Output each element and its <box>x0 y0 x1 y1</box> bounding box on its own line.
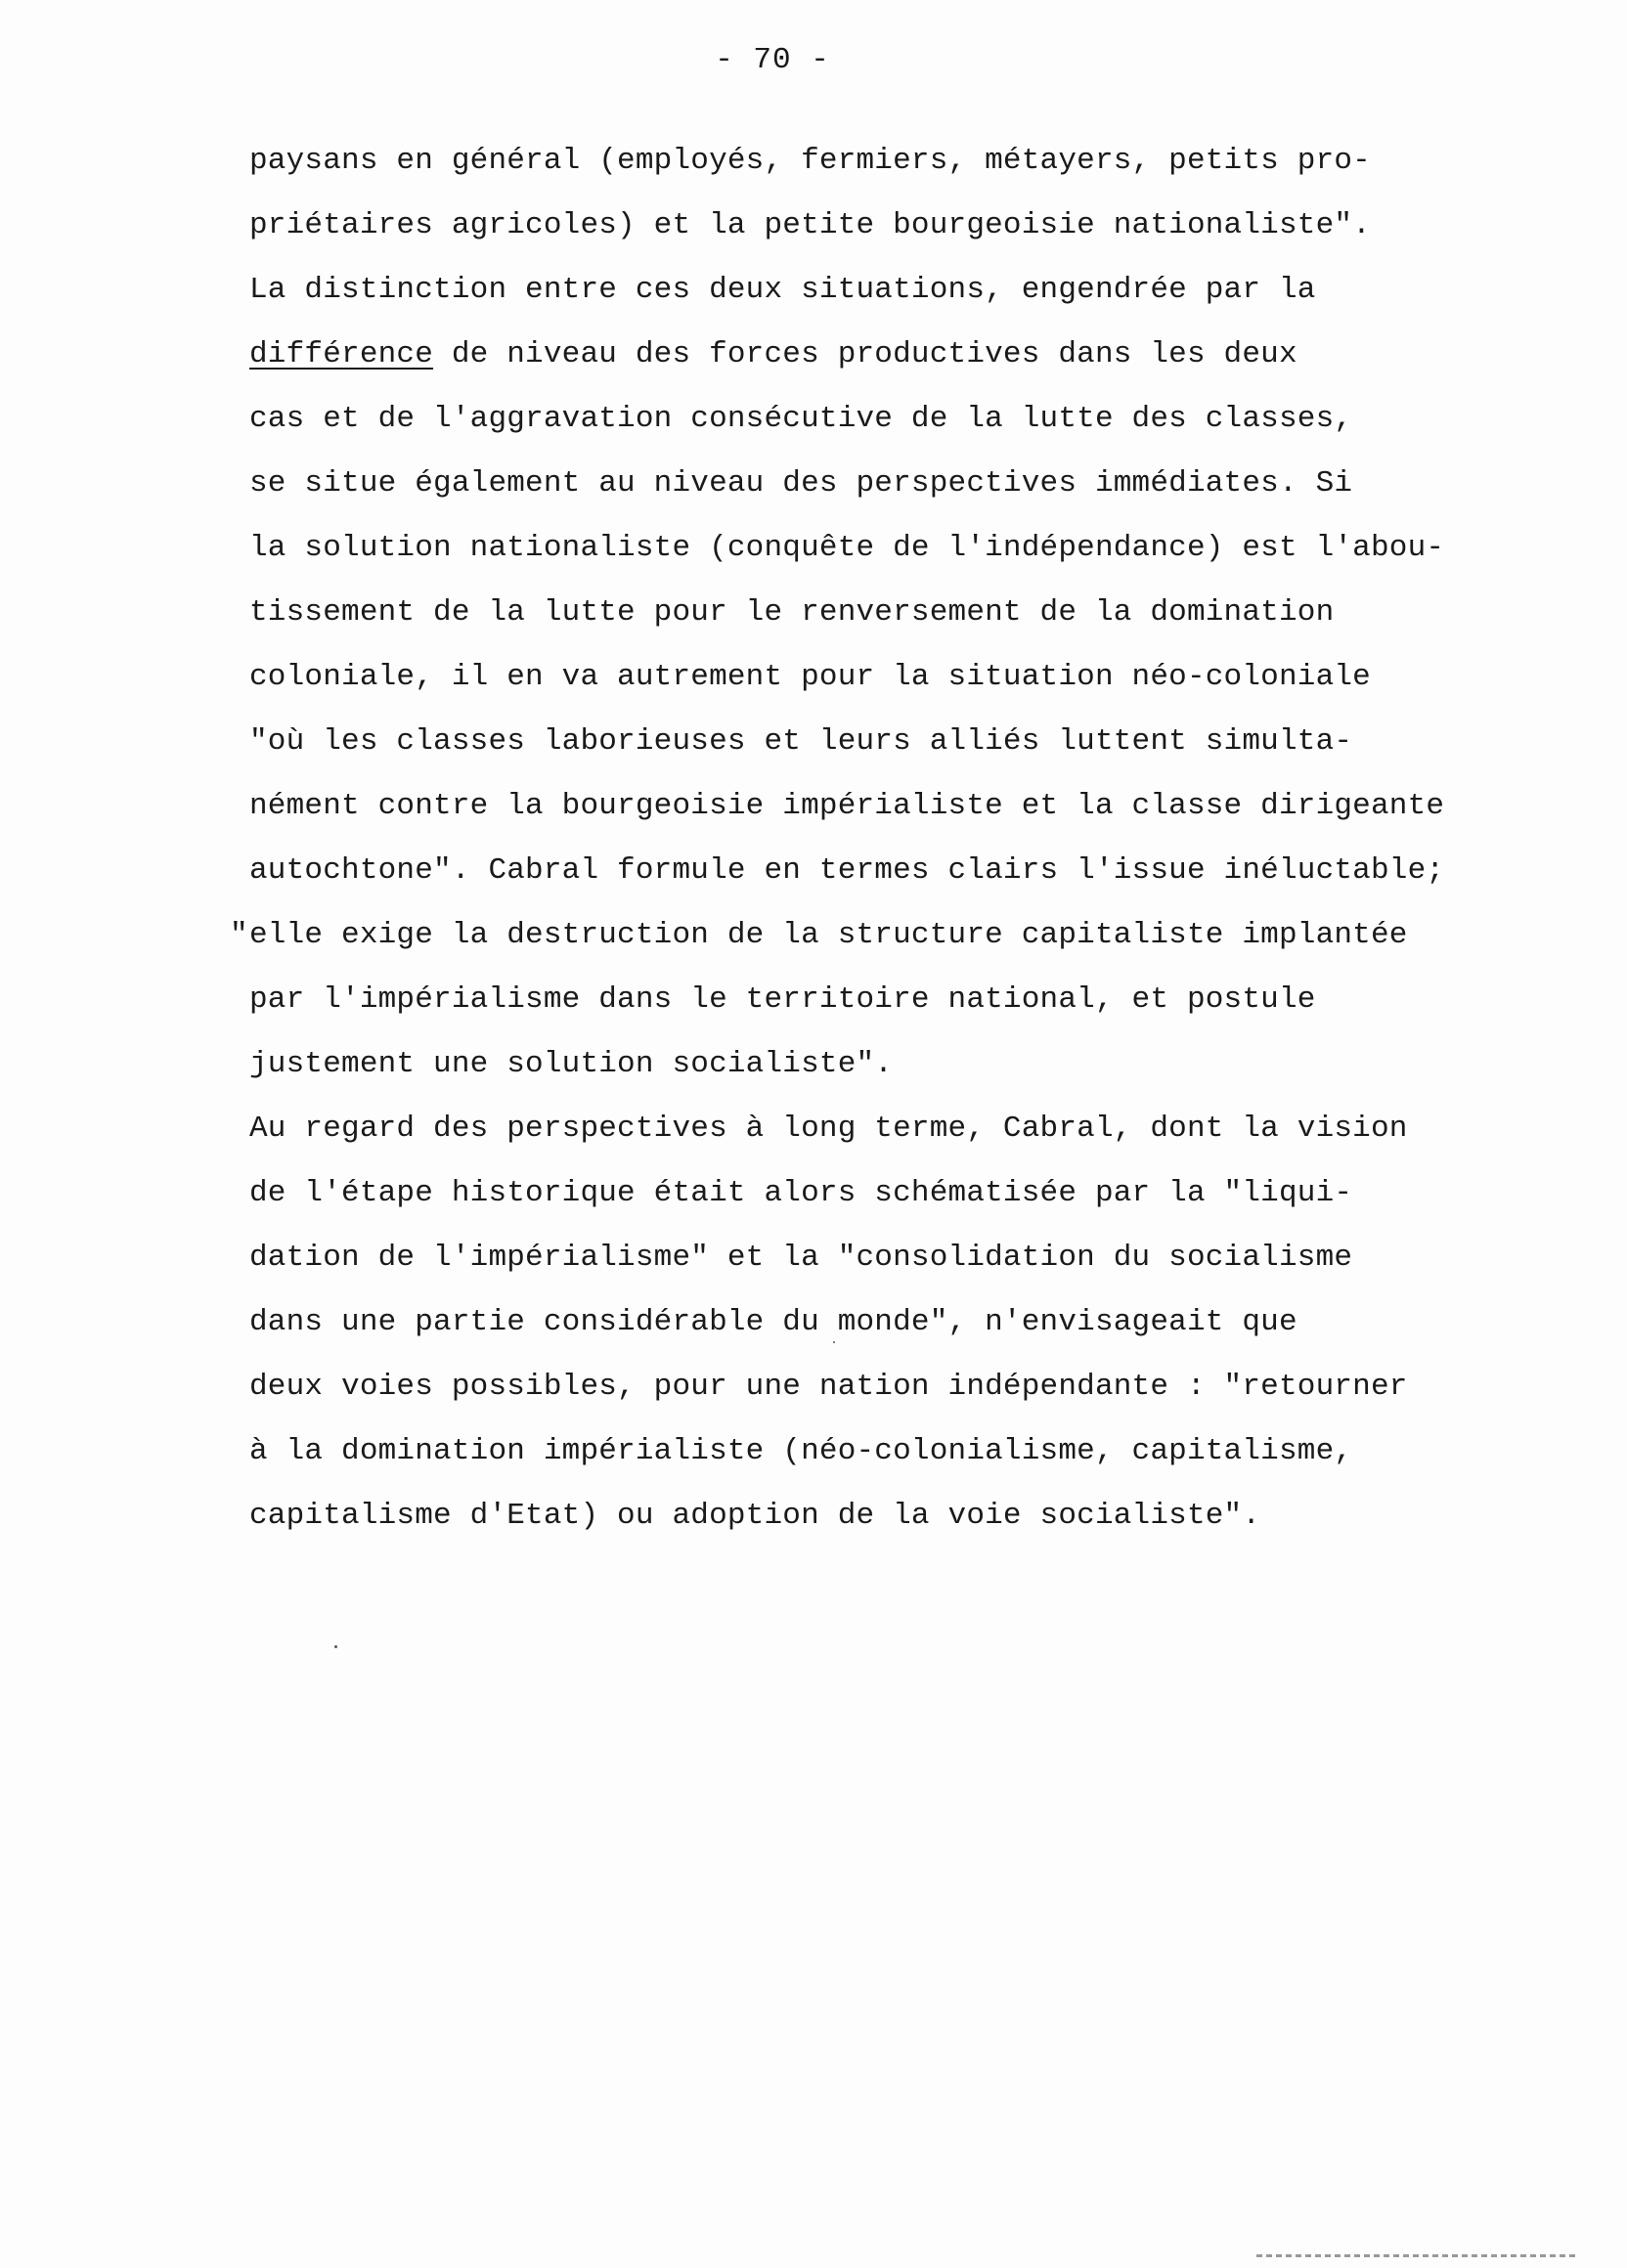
text-line: de l'étape historique était alors schématisée par la "liqui- <box>249 1176 1353 1210</box>
text-line: dans une partie considérable du monde", n'envisageait que <box>249 1305 1297 1339</box>
text-line: justement une solution socialiste". <box>249 1047 894 1081</box>
text-line: nément contre la bourgeoisie impérialiste et la classe dirigeante <box>249 789 1445 823</box>
scan-speck <box>334 1645 337 1648</box>
text-fragment: elle exige la destruction de la structure capitaliste implantée <box>249 918 1408 952</box>
text-line: priétaires agricoles) et la petite bourgeoisie nationaliste". <box>249 208 1371 242</box>
scan-speck <box>833 1341 835 1343</box>
text-line <box>230 909 1579 974</box>
underlined-word: différence <box>249 337 434 371</box>
text-line: capitalisme d'Etat) ou adoption de la voie socialiste". <box>249 1499 1261 1533</box>
text-line: tissement de la lutte pour le renversement de la domination <box>249 595 1335 630</box>
text-line: cas et de l'aggravation consécutive de la lutte des classes, <box>249 402 1353 436</box>
text-line: paysans en général (employés, fermiers, métayers, petits pro- <box>249 144 1371 178</box>
text-line: coloniale, il en va autrement pour la situation néo-coloniale <box>249 660 1371 694</box>
text-line: dation de l'impérialisme" et la "consolidation du socialisme <box>249 1241 1353 1275</box>
text-line: à la domination impérialiste (néo-colonialisme, capitalisme, <box>249 1434 1353 1468</box>
body-text <box>230 135 1579 1554</box>
text-line: par l'impérialisme dans le territoire national, et postule <box>249 982 1316 1017</box>
text-line: La distinction entre ces deux situations, engendrée par la <box>249 273 1316 307</box>
text-line: se situe également au niveau des perspectives immédiates. Si <box>249 466 1353 501</box>
page-number: - 70 - <box>715 43 830 77</box>
text-fragment: de niveau des forces productives dans les deux <box>433 337 1297 371</box>
opening-quote: " <box>230 918 248 952</box>
text-line <box>249 328 1579 393</box>
footer-scan-mark <box>1256 2254 1579 2257</box>
text-line: la solution nationaliste (conquête de l'indépendance) est l'abou- <box>249 531 1445 565</box>
text-line: autochtone". Cabral formule en termes clairs l'issue inéluctable; <box>249 853 1445 888</box>
text-line: Au regard des perspectives à long terme, Cabral, dont la vision <box>249 1112 1408 1146</box>
text-line: deux voies possibles, pour une nation indépendante : "retourner <box>249 1370 1408 1404</box>
text-line: "où les classes laborieuses et leurs alliés luttent simulta- <box>249 724 1353 759</box>
